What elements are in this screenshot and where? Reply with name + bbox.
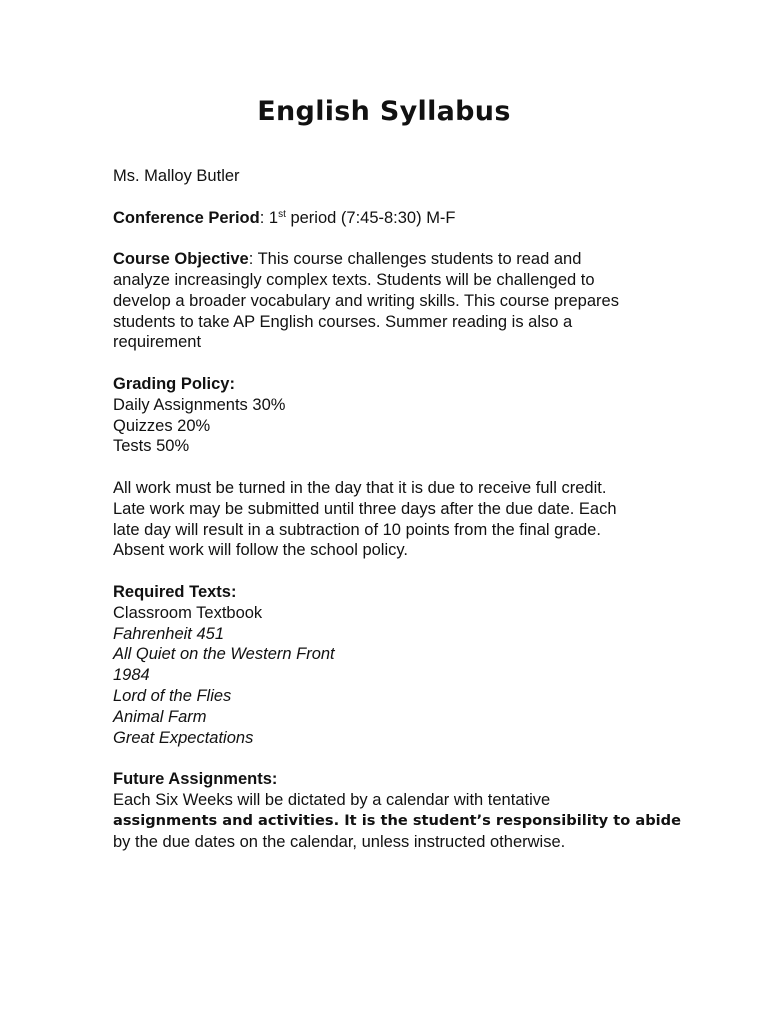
conference-period: Conference Period: 1st period (7:45-8:30) M-F — [113, 208, 456, 227]
text-item: Animal Farm — [113, 707, 207, 726]
page-title: English Syllabus — [257, 96, 511, 127]
document-body — [113, 166, 681, 873]
text-item: 1984 — [113, 666, 150, 685]
objective-label: Course Objective — [113, 250, 249, 269]
teacher-name: Ms. Malloy Butler — [113, 167, 240, 185]
grading-item: Daily Assignments 30% — [113, 395, 286, 414]
late-work-policy: All work must be turned in the day that it is due to receive full credit. Late work may be submitted until three days after the due date. Each late day will result in a subtraction of 10 points from the final grade. Absent work will follow the school policy. — [113, 478, 617, 560]
conference-label: Conference Period — [113, 208, 260, 227]
grading-item: Tests 50% — [113, 437, 190, 456]
required-texts — [113, 582, 653, 748]
future-assignments: Future Assignments: Each Six Weeks will be dictated by a calendar with tentative assignments and activities. It is the student’s responsibility to abide by the due dates on the calendar, unless instructed otherwise. — [113, 770, 681, 851]
text-item: Fahrenheit 451 — [113, 624, 224, 643]
text-item: Lord of the Flies — [113, 686, 232, 705]
grading-item: Quizzes 20% — [113, 416, 211, 435]
grading-label: Grading Policy: — [113, 374, 235, 393]
text-item: Classroom Textbook — [113, 603, 263, 622]
texts-label: Required Texts: — [113, 582, 237, 601]
text-item: All Quiet on the Western Front — [113, 645, 335, 664]
text-item: Great Expectations — [113, 728, 254, 747]
future-label: Future Assignments: — [113, 770, 278, 789]
course-objective: Course Objective: This course challenges students to read and analyze increasingly complex texts. Students will be challenged to develop a broader vocabulary and writing skills. This course prepares students to take AP English courses. Summer reading is also a requirement — [113, 250, 619, 352]
grading-policy — [113, 374, 653, 457]
